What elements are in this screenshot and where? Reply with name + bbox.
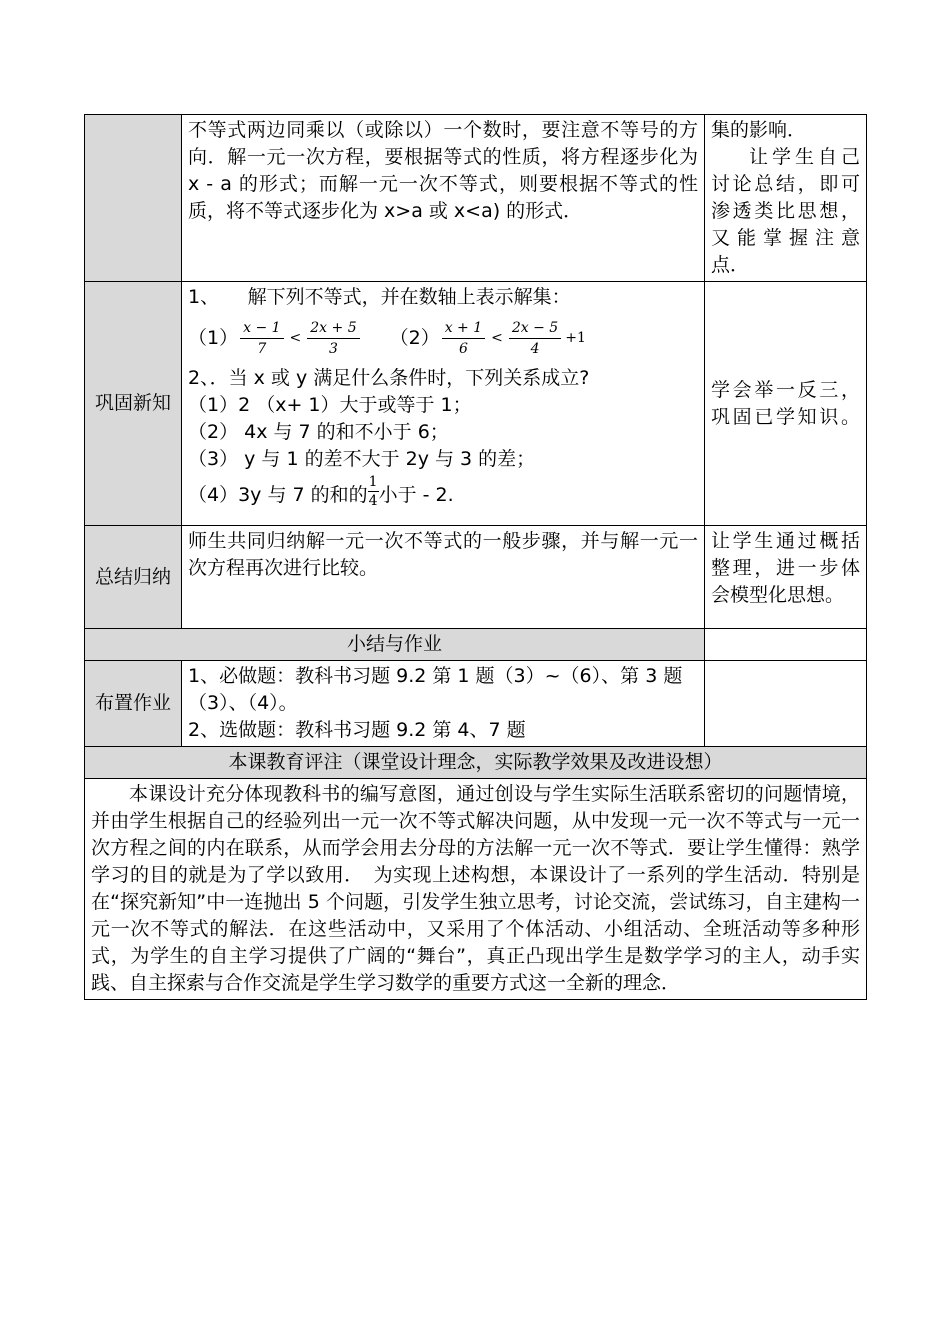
table-row <box>85 661 867 747</box>
table-row <box>85 747 867 779</box>
table-row <box>85 779 867 1000</box>
fraction: $\frac{x - 1}{7}$ <box>240 318 283 359</box>
exercise-2-item: （2） 4x 与 7 的和不小于 6； <box>188 421 449 443</box>
exercise-2-item: （1）2 （x+ 1）大于或等于 1； <box>188 394 472 416</box>
homework-text <box>182 661 705 747</box>
method-comparison-text: 不等式两边同乘以（或除以）一个数时，要注意不等号的方向．解一元一次方程，要根据等式的性质，将方程逐步化为 x - a 的形式；而解一元一次不等式，则要根据不等式的性质，将不等式逐步化为 x>a 或 x<a) 的形式． <box>182 115 705 282</box>
exercise-2-prompt: 2、．当 x 或 y 满足什么条件时，下列关系成立? <box>188 367 590 389</box>
summary-intent: 让学生通过概括整理，进一步体会模型化思想。 <box>705 526 867 629</box>
summary-text: 师生共同归纳解一元一次不等式的一般步骤，并与解一元一次方程再次进行比较。 <box>182 526 705 629</box>
summary-label: 总结归纳 <box>85 526 182 629</box>
inequality-1: $\frac{x - 1}{7}$ < $\frac{2x + 5}{3}$ <box>238 318 362 359</box>
design-intent-line2: 让学生自己讨论总结，即可渗透类比思想，又能掌握注意点． <box>711 146 860 276</box>
table-row <box>85 526 867 629</box>
design-intent-line1: 集的影响． <box>711 119 807 141</box>
inequality-2: $\frac{x + 1}{6}$ < $\frac{2x - 5}{4}$ +1 <box>440 318 586 359</box>
reflection-body: 本课设计充分体现教科书的编写意图，通过创设与学生实际生活联系密切的问题情境，并由学生根据自己的经验列出一元一次不等式解决问题，从中发现一元一次不等式与一元一次方程之间的内在联系，从而学会用去分母的方法解一元一次不等式．要让学生懂得：熟学学习的目的就是为了学以致用． 为实现上述构想，本课设计了一系列的学生活动．特别是在“探究新知”中一连抛出 5 个问题，引发学生独立思考，讨论交流，尝试练习，自主建构一元一次不等式的解法．在这些活动中，又采用了个体活动、小组活动、全班活动等多种形式，为学生的自主学习提供了广阔的“舞台”，真正凸现出学生是数学学习的主人，动手实践、自主探索与合作交流是学生学习数学的重要方式这一全新的理念． <box>85 779 867 1000</box>
exercise-2-item: （3） y 与 1 的差不大于 2y 与 3 的差； <box>188 448 536 470</box>
consolidate-exercises <box>182 282 705 526</box>
lesson-plan-table <box>84 114 867 1000</box>
homework-label: 布置作业 <box>85 661 182 747</box>
fraction: $\frac{2x + 5}{3}$ <box>307 318 359 359</box>
design-intent-cell <box>705 115 867 282</box>
table-row <box>85 629 867 661</box>
blank-cell <box>705 661 867 747</box>
exercise-1-prompt: 1、 解下列不等式，并在数轴上表示解集： <box>188 286 571 308</box>
part-2-label: （2） <box>389 326 440 349</box>
fraction: $\frac{1}{4}$ <box>368 474 378 509</box>
section-header: 小结与作业 <box>85 629 705 661</box>
homework-required: 1、必做题：教科书习题 9.2 第 1 题（3）~（6）、第 3 题（3）、（4）。 <box>188 665 683 714</box>
fraction: $\frac{2x - 5}{4}$ <box>509 318 561 359</box>
homework-optional: 2、选做题：教科书习题 9.2 第 4、7 题 <box>188 719 526 741</box>
reflection-header: 本课教育评注（课堂设计理念，实际教学效果及改进设想） <box>85 747 867 779</box>
blank-label-cell <box>85 115 182 282</box>
consolidate-intent: 学会举一反三，巩固已学知识。 <box>705 282 867 526</box>
table-row <box>85 282 867 526</box>
consolidate-label: 巩固新知 <box>85 282 182 526</box>
exercise-2-item: （4）3y 与 7 的和的 $\frac{1}{4}$ 小于 - 2. <box>188 474 454 509</box>
blank-cell <box>705 629 867 661</box>
exercise-1-inequalities <box>188 311 698 365</box>
table-row <box>85 115 867 282</box>
fraction: $\frac{x + 1}{6}$ <box>442 318 485 359</box>
part-1-label: （1） <box>188 326 239 349</box>
